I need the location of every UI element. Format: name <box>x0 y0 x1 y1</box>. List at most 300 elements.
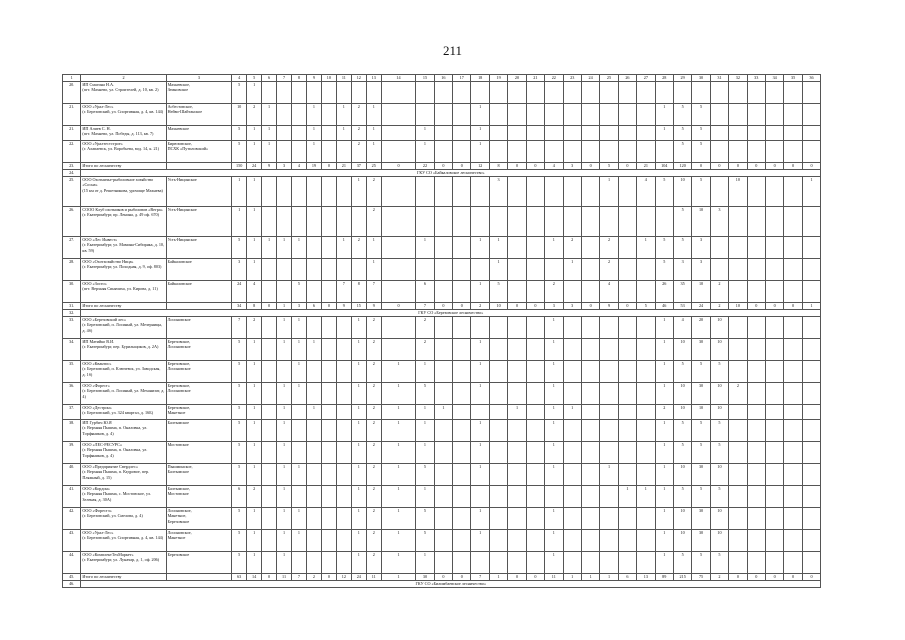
value-cell: 1 <box>416 141 434 163</box>
value-cell <box>802 104 820 126</box>
user-name-address-cell: ООО «Березовский лес» (г. Березовский, п. Лосиный, ул. Мезерницы, д. 4б) <box>81 317 166 339</box>
value-cell: 22 <box>416 163 434 170</box>
value-cell: 7 <box>336 281 351 303</box>
value-cell <box>710 237 728 259</box>
value-cell <box>784 141 802 163</box>
total-label-cell: Итого по лесничеству <box>81 163 166 170</box>
row-number-cell: 30. <box>63 281 81 303</box>
value-cell <box>729 237 747 259</box>
value-cell: 9 <box>600 303 618 310</box>
row-number-cell: 43. <box>63 530 81 552</box>
value-cell: 4 <box>637 177 655 207</box>
row-number-cell: 42. <box>63 508 81 530</box>
value-cell <box>321 530 336 552</box>
value-cell <box>489 442 507 464</box>
column-number-cell: 10 <box>321 75 336 82</box>
value-cell: 3 <box>277 163 292 170</box>
value-cell: 4 <box>545 163 563 170</box>
value-cell: 10 <box>232 104 247 126</box>
value-cell: 1 <box>292 464 307 486</box>
value-cell: 1 <box>262 141 277 163</box>
value-cell: 0 <box>581 163 599 170</box>
value-cell: 1 <box>545 552 563 574</box>
value-cell <box>784 317 802 339</box>
value-cell <box>336 530 351 552</box>
value-cell <box>526 207 544 237</box>
column-number-cell: 15 <box>416 75 434 82</box>
forestry-title-cell: ГКУ СО «Байкаловское лесничество» <box>81 170 821 177</box>
value-cell <box>434 361 452 383</box>
value-cell: 10 <box>673 177 691 207</box>
value-cell <box>600 141 618 163</box>
value-cell <box>434 442 452 464</box>
value-cell: 0 <box>729 574 747 581</box>
value-cell: 11 <box>545 574 563 581</box>
value-cell: 3 <box>232 259 247 281</box>
page-number: 211 <box>442 43 463 58</box>
value-cell <box>306 442 321 464</box>
value-cell: 21 <box>336 163 351 170</box>
value-cell <box>262 552 277 574</box>
value-cell <box>262 317 277 339</box>
value-cell <box>655 82 673 104</box>
value-cell <box>729 552 747 574</box>
value-cell <box>321 339 336 361</box>
value-cell <box>600 508 618 530</box>
value-cell <box>434 207 452 237</box>
value-cell: 0 <box>508 574 526 581</box>
value-cell <box>453 361 471 383</box>
value-cell <box>563 82 581 104</box>
value-cell <box>729 317 747 339</box>
forestry-total-row <box>63 163 840 170</box>
row-number-cell: 24. <box>63 170 81 177</box>
value-cell <box>489 508 507 530</box>
row-number-cell: 35. <box>63 361 81 383</box>
value-cell <box>366 82 381 104</box>
value-cell: 1 <box>366 259 381 281</box>
value-cell <box>747 442 765 464</box>
value-cell <box>747 207 765 237</box>
row-number-cell: 37. <box>63 405 81 420</box>
value-cell: 30 <box>692 383 710 405</box>
value-cell <box>563 141 581 163</box>
value-cell <box>351 259 366 281</box>
value-cell: 5 <box>692 104 710 126</box>
value-cell <box>692 82 710 104</box>
value-cell <box>381 177 416 207</box>
value-cell <box>802 420 820 442</box>
value-cell <box>784 281 802 303</box>
value-cell <box>526 508 544 530</box>
value-cell <box>306 530 321 552</box>
value-cell <box>434 383 452 405</box>
value-cell <box>306 464 321 486</box>
value-cell: 5 <box>673 361 691 383</box>
value-cell <box>747 383 765 405</box>
value-cell: 1 <box>277 508 292 530</box>
value-cell: 10 <box>692 207 710 237</box>
value-cell <box>618 141 636 163</box>
value-cell: 3 <box>545 303 563 310</box>
value-cell: 5 <box>710 442 728 464</box>
value-cell <box>321 177 336 207</box>
value-cell <box>381 259 416 281</box>
value-cell <box>765 177 783 207</box>
value-cell <box>618 126 636 141</box>
value-cell <box>563 177 581 207</box>
value-cell: 5 <box>692 552 710 574</box>
district-forestry-cell <box>166 574 232 581</box>
value-cell <box>508 420 526 442</box>
value-cell <box>262 207 277 237</box>
value-cell: 25 <box>366 163 381 170</box>
value-cell: 1 <box>416 126 434 141</box>
value-cell <box>729 530 747 552</box>
value-cell: 5 <box>232 442 247 464</box>
value-cell <box>508 442 526 464</box>
value-cell: 0 <box>802 163 820 170</box>
value-cell: 1 <box>545 420 563 442</box>
district-forestry-cell: Бирюзовское, ПСХК «Путиловский» <box>166 141 232 163</box>
value-cell <box>784 552 802 574</box>
row-number-cell: 45. <box>63 574 81 581</box>
value-cell: 0 <box>765 303 783 310</box>
value-cell: 2 <box>563 237 581 259</box>
value-cell: 1 <box>232 207 247 237</box>
value-cell <box>508 237 526 259</box>
value-cell <box>508 259 526 281</box>
value-cell: 1 <box>655 126 673 141</box>
value-cell <box>471 177 489 207</box>
value-cell: 1 <box>563 405 581 420</box>
value-cell <box>581 339 599 361</box>
value-cell: 10 <box>489 303 507 310</box>
value-cell: 1 <box>471 339 489 361</box>
value-cell <box>637 508 655 530</box>
value-cell <box>526 281 544 303</box>
value-cell <box>765 141 783 163</box>
value-cell <box>453 383 471 405</box>
value-cell <box>784 126 802 141</box>
value-cell <box>453 405 471 420</box>
value-cell <box>563 281 581 303</box>
value-cell: 5 <box>232 552 247 574</box>
table-row <box>63 237 840 259</box>
value-cell <box>655 141 673 163</box>
value-cell <box>747 420 765 442</box>
column-number-cell: 16 <box>434 75 452 82</box>
value-cell <box>306 281 321 303</box>
value-cell: 1 <box>545 530 563 552</box>
value-cell <box>292 141 307 163</box>
value-cell <box>434 486 452 508</box>
value-cell: 8 <box>489 163 507 170</box>
table-row <box>63 530 840 552</box>
user-name-address-cell: ООО «Кордон» (г. Верхняя Пышма, с. Мостовское, ул. Зеленая, д. 30А) <box>81 486 166 508</box>
value-cell <box>381 126 416 141</box>
value-cell <box>710 141 728 163</box>
value-cell <box>802 126 820 141</box>
value-cell <box>434 508 452 530</box>
value-cell: 1 <box>471 104 489 126</box>
value-cell <box>747 177 765 207</box>
value-cell <box>581 530 599 552</box>
value-cell: 0 <box>508 163 526 170</box>
value-cell <box>336 361 351 383</box>
value-cell <box>765 259 783 281</box>
value-cell <box>802 383 820 405</box>
value-cell: 5 <box>692 486 710 508</box>
table-row <box>63 317 840 339</box>
value-cell <box>434 281 452 303</box>
value-cell <box>618 259 636 281</box>
value-cell <box>471 259 489 281</box>
value-cell <box>729 405 747 420</box>
value-cell: 1 <box>247 237 262 259</box>
value-cell <box>489 82 507 104</box>
value-cell <box>765 552 783 574</box>
value-cell: 7 <box>232 317 247 339</box>
value-cell <box>321 405 336 420</box>
value-cell <box>618 281 636 303</box>
value-cell <box>747 237 765 259</box>
value-cell: 1 <box>416 237 434 259</box>
value-cell <box>434 420 452 442</box>
value-cell <box>336 442 351 464</box>
table-row <box>63 141 840 163</box>
row-number-cell: 27. <box>63 237 81 259</box>
user-name-address-cell: ИП Матийко В.И. (г. Екатеринбург, пер. Бурильщиков, д. 2А) <box>81 339 166 361</box>
value-cell <box>434 104 452 126</box>
value-cell: 5 <box>673 126 691 141</box>
value-cell: 5 <box>232 339 247 361</box>
value-cell: 1 <box>247 508 262 530</box>
value-cell: 2 <box>306 574 321 581</box>
value-cell: 1 <box>277 530 292 552</box>
value-cell: 1 <box>655 508 673 530</box>
value-cell <box>489 486 507 508</box>
column-number-cell: 28 <box>655 75 673 82</box>
column-number-cell: 19 <box>489 75 507 82</box>
value-cell <box>784 177 802 207</box>
value-cell <box>453 442 471 464</box>
value-cell: 1 <box>471 464 489 486</box>
value-cell: 1 <box>277 464 292 486</box>
value-cell: 5 <box>692 177 710 207</box>
value-cell: 1 <box>381 530 416 552</box>
value-cell <box>765 486 783 508</box>
value-cell <box>277 259 292 281</box>
value-cell <box>453 530 471 552</box>
value-cell <box>581 361 599 383</box>
value-cell <box>600 339 618 361</box>
value-cell <box>765 281 783 303</box>
value-cell <box>306 259 321 281</box>
value-cell: 1 <box>802 303 820 310</box>
user-name-address-cell: СООО Клуб охотников и рыболовов «Вегра» (г. Екатеринбург, пр. Ленина, д. 49 оф. 670) <box>81 207 166 237</box>
value-cell: 1 <box>471 420 489 442</box>
value-cell <box>526 530 544 552</box>
value-cell: 19 <box>306 163 321 170</box>
value-cell <box>321 104 336 126</box>
value-cell: 1 <box>637 486 655 508</box>
value-cell: 2 <box>366 486 381 508</box>
value-cell: 5 <box>232 126 247 141</box>
value-cell <box>277 141 292 163</box>
value-cell: 0 <box>321 574 336 581</box>
value-cell: 2 <box>366 420 381 442</box>
value-cell: 2 <box>710 281 728 303</box>
column-number-cell: 18 <box>471 75 489 82</box>
user-name-address-cell: ООО «Охотхозяйство Ница» (г. Екатеринбург, ул. Походная, д. 9, оф. 803) <box>81 259 166 281</box>
value-cell: 89 <box>655 574 673 581</box>
value-cell: 10 <box>673 508 691 530</box>
value-cell: 0 <box>765 163 783 170</box>
column-number-cell: 12 <box>351 75 366 82</box>
value-cell: 3 <box>563 163 581 170</box>
value-cell: 2 <box>710 303 728 310</box>
value-cell: 0 <box>434 303 452 310</box>
value-cell: 1 <box>471 141 489 163</box>
value-cell <box>747 361 765 383</box>
value-cell: 1 <box>247 141 262 163</box>
value-cell: 1 <box>489 237 507 259</box>
value-cell <box>306 237 321 259</box>
value-cell: 1 <box>545 464 563 486</box>
value-cell: 10 <box>710 508 728 530</box>
district-forestry-cell: Березовское, Лосиновское <box>166 339 232 361</box>
forestry-section-row <box>63 581 840 588</box>
column-number-cell: 29 <box>673 75 691 82</box>
value-cell <box>581 237 599 259</box>
value-cell <box>784 104 802 126</box>
table-row <box>63 442 840 464</box>
user-name-address-cell: ООО «Форестэ» (г. Березовский, ул. Смелова, д. 4) <box>81 508 166 530</box>
value-cell <box>802 464 820 486</box>
value-cell: 63 <box>232 574 247 581</box>
value-cell <box>471 486 489 508</box>
value-cell <box>729 339 747 361</box>
value-cell <box>637 141 655 163</box>
district-forestry-cell: Лосиновское, Манетное <box>166 530 232 552</box>
value-cell <box>508 339 526 361</box>
value-cell: 5 <box>232 141 247 163</box>
value-cell: 0 <box>581 303 599 310</box>
value-cell <box>618 104 636 126</box>
row-number-cell: 41. <box>63 486 81 508</box>
value-cell: 5 <box>292 281 307 303</box>
value-cell: 1 <box>277 552 292 574</box>
value-cell <box>581 141 599 163</box>
value-cell: 8 <box>351 281 366 303</box>
table-row <box>63 126 840 141</box>
value-cell: 1 <box>545 317 563 339</box>
row-number-cell: 21. <box>63 104 81 126</box>
value-cell <box>381 339 416 361</box>
value-cell <box>453 104 471 126</box>
value-cell <box>563 383 581 405</box>
value-cell: 1 <box>802 177 820 207</box>
value-cell: 1 <box>247 383 262 405</box>
user-name-address-cell: ООО Охотничье-рыболовное хозяйство «Сосна» (15 км от д. Решетникова, урочище Махнева) <box>81 177 166 207</box>
value-cell: 5 <box>416 508 434 530</box>
district-forestry-cell <box>166 163 232 170</box>
column-number-cell: 7 <box>277 75 292 82</box>
value-cell: 2 <box>366 552 381 574</box>
value-cell: 1 <box>247 126 262 141</box>
value-cell: 1 <box>351 552 366 574</box>
value-cell <box>434 339 452 361</box>
value-cell: 1 <box>351 177 366 207</box>
value-cell <box>581 207 599 237</box>
value-cell: 24 <box>692 303 710 310</box>
value-cell: 75 <box>692 574 710 581</box>
hunting-grounds-table-wrapper <box>62 74 840 588</box>
value-cell: 1 <box>277 339 292 361</box>
value-cell <box>306 552 321 574</box>
value-cell <box>489 464 507 486</box>
value-cell <box>306 207 321 237</box>
value-cell: 7 <box>416 303 434 310</box>
district-forestry-cell: Мостовское <box>166 442 232 464</box>
value-cell <box>336 405 351 420</box>
value-cell: 7 <box>471 574 489 581</box>
value-cell <box>489 339 507 361</box>
value-cell: 0 <box>784 303 802 310</box>
row-number-cell: 22. <box>63 141 81 163</box>
value-cell <box>508 104 526 126</box>
district-forestry-cell: Лосиновское <box>166 317 232 339</box>
value-cell <box>434 317 452 339</box>
value-cell <box>321 552 336 574</box>
value-cell <box>508 383 526 405</box>
value-cell: 1 <box>471 442 489 464</box>
value-cell: 34 <box>232 303 247 310</box>
value-cell <box>747 126 765 141</box>
value-cell: 1 <box>306 141 321 163</box>
district-forestry-cell: Махневское <box>166 126 232 141</box>
value-cell <box>563 361 581 383</box>
value-cell <box>765 126 783 141</box>
value-cell <box>292 126 307 141</box>
value-cell <box>600 126 618 141</box>
value-cell <box>765 317 783 339</box>
value-cell <box>321 317 336 339</box>
value-cell: 5 <box>673 552 691 574</box>
value-cell <box>262 177 277 207</box>
value-cell <box>545 104 563 126</box>
value-cell <box>765 104 783 126</box>
value-cell <box>729 259 747 281</box>
value-cell <box>526 177 544 207</box>
value-cell: 2 <box>366 383 381 405</box>
value-cell <box>526 442 544 464</box>
value-cell <box>618 237 636 259</box>
value-cell: 2 <box>351 126 366 141</box>
value-cell <box>729 442 747 464</box>
value-cell: 2 <box>416 317 434 339</box>
value-cell <box>581 104 599 126</box>
value-cell <box>600 405 618 420</box>
value-cell: 8 <box>247 303 262 310</box>
row-number-cell: 20. <box>63 82 81 104</box>
value-cell: 5 <box>489 281 507 303</box>
value-cell <box>526 126 544 141</box>
value-cell: 5 <box>692 361 710 383</box>
column-number-cell: 2 <box>81 75 166 82</box>
value-cell <box>508 508 526 530</box>
